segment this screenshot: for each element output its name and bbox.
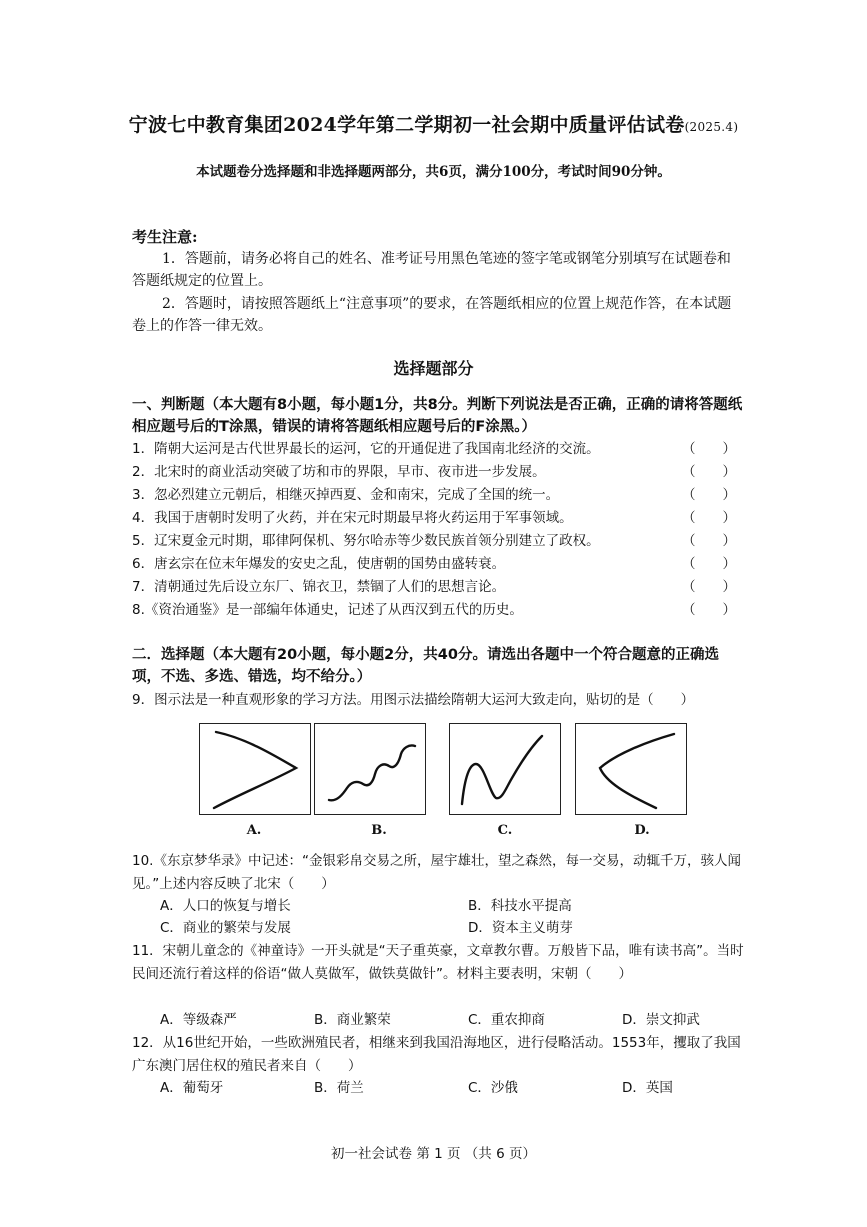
notice-item-2: 2．答题时，请按照答题纸上“注意事项”的要求，在答题纸相应的位置上规范作答，在本试题卷上的作答一律无效。 [132, 296, 732, 334]
answer-paren: （ ） [682, 533, 736, 549]
part-title: 选择题部分 [393, 359, 474, 378]
figure-label-c: C. [497, 823, 513, 838]
q11-option-a: A．等级森严 [160, 1012, 237, 1028]
figure-c [449, 723, 561, 815]
answer-paren: （ ） [682, 441, 736, 457]
tf-text: 7．清朝通过先后设立东厂、锦衣卫，禁锢了人们的思想言论。 [132, 579, 506, 595]
question-9-stem: 9．图示法是一种直观形象的学习方法。用图示法描绘隋朝大运河大致走向，贴切的是（ ） [132, 692, 695, 708]
q12-option-a: A．葡萄牙 [160, 1080, 224, 1096]
tf-text: 2．北宋时的商业活动突破了坊和市的界限，早市、夜市进一步发展。 [132, 464, 546, 480]
page-footer: 初一社会试卷 第 1 页 （共 6 页） [331, 1146, 536, 1162]
figure-label-a: A. [246, 823, 262, 838]
q10-option-a: A．人口的恢复与增长 [160, 898, 291, 914]
q10-option-b: B．科技水平提高 [468, 898, 572, 914]
section2-heading: 二．选择题（本大题有20小题，每小题2分，共40分。请选出各题中一个符合题意的正确选项，不选、多选、错选，均不给分。） [132, 647, 719, 685]
tf-item-1 [132, 438, 744, 460]
answer-paren: （ ） [682, 487, 736, 503]
tf-item-4 [132, 507, 744, 529]
figure-label-d: D. [634, 823, 650, 838]
q12-option-b: B．荷兰 [314, 1080, 364, 1096]
tf-text: 6．唐玄宗在位末年爆发的安史之乱，使唐朝的国势由盛转衰。 [132, 556, 506, 572]
q11-option-b: B．商业繁荣 [314, 1012, 391, 1028]
exam-subtitle: 本试题卷分选择题和非选择题两部分，共6页，满分100分，考试时间90分钟。 [196, 164, 671, 180]
q12-option-c: C．沙俄 [468, 1080, 518, 1096]
tf-item-6 [132, 553, 744, 575]
answer-paren: （ ） [682, 464, 736, 480]
figure-label-b: B. [371, 823, 387, 838]
exam-title [0, 110, 867, 137]
section1-heading: 一、判断题（本大题有8小题，每小题1分，共8分。判断下列说法是否正确，正确的请将答题纸相应题号后的T涂黑，错误的请将答题纸相应题号后的F涂黑。） [132, 397, 743, 435]
tf-item-8 [132, 599, 744, 621]
q10-option-c: C．商业的繁荣与发展 [160, 920, 291, 936]
q11-option-d: D．崇文抑武 [622, 1012, 700, 1028]
tf-item-3 [132, 484, 744, 506]
exam-title-text: 宁波七中教育集团2024学年第二学期初一社会期中质量评估试卷 [128, 114, 685, 136]
tf-text: 3．忽必烈建立元朝后，相继灭掉西夏、金和南宋，完成了全国的统一。 [132, 487, 560, 503]
v-shape-curve-icon [450, 724, 560, 814]
question-12-stem: 12．从16世纪开始，一些欧洲殖民者，相继来到我国沿海地区，进行侵略活动。1553年，攫取了我国广东澳门居住权的殖民者来自（ ） [132, 1035, 741, 1074]
notice-heading: 考生注意: [132, 228, 198, 246]
exam-date: (2025.4) [684, 120, 739, 134]
tf-item-2 [132, 461, 744, 483]
question-10-stem: 10.《东京梦华录》中记述：“金银彩帛交易之所，屋宇雄壮，望之森然，每一交易，动辄千万，骇人闻见。”上述内容反映了北宋（ ） [132, 853, 741, 892]
tf-text: 8.《资治通鉴》是一部编年体通史，记述了从西汉到五代的历史。 [132, 602, 523, 618]
notice-item-1: 1．答题前，请务必将自己的姓名、准考证号用黑色笔迹的签字笔或钢笔分别填写在试题卷和答题纸规定的位置上。 [132, 251, 731, 289]
q12-option-d: D．英国 [622, 1080, 673, 1096]
question-11-stem: 11．宋朝儿童念的《神童诗》一开头就是“天子重英豪，文章教尔曹。万般皆下品，唯有读书高”。当时民间还流行着这样的俗语“做人莫做军，做铁莫做针”。材料主要表明，宋朝（ ） [132, 943, 744, 982]
wavy-step-curve-icon [315, 724, 425, 814]
tf-item-7 [132, 576, 744, 598]
tf-text: 1．隋朝大运河是古代世界最长的运河，它的开通促进了我国南北经济的交流。 [132, 441, 600, 457]
figure-d [575, 723, 687, 815]
tf-item-5 [132, 530, 744, 552]
figure-a [199, 723, 311, 815]
tf-text: 4．我国于唐朝时发明了火药，并在宋元时期最早将火药运用于军事领域。 [132, 510, 573, 526]
tf-text: 5．辽宋夏金元时期，耶律阿保机、努尔哈赤等少数民族首领分别建立了政权。 [132, 533, 600, 549]
left-angle-curve-icon [576, 724, 686, 814]
figure-b [314, 723, 426, 815]
answer-paren: （ ） [682, 602, 736, 618]
answer-paren: （ ） [682, 579, 736, 595]
answer-paren: （ ） [682, 556, 736, 572]
right-angle-curve-icon [200, 724, 310, 814]
answer-paren: （ ） [682, 510, 736, 526]
q10-option-d: D．资本主义萌芽 [468, 920, 573, 936]
q11-option-c: C．重农抑商 [468, 1012, 545, 1028]
